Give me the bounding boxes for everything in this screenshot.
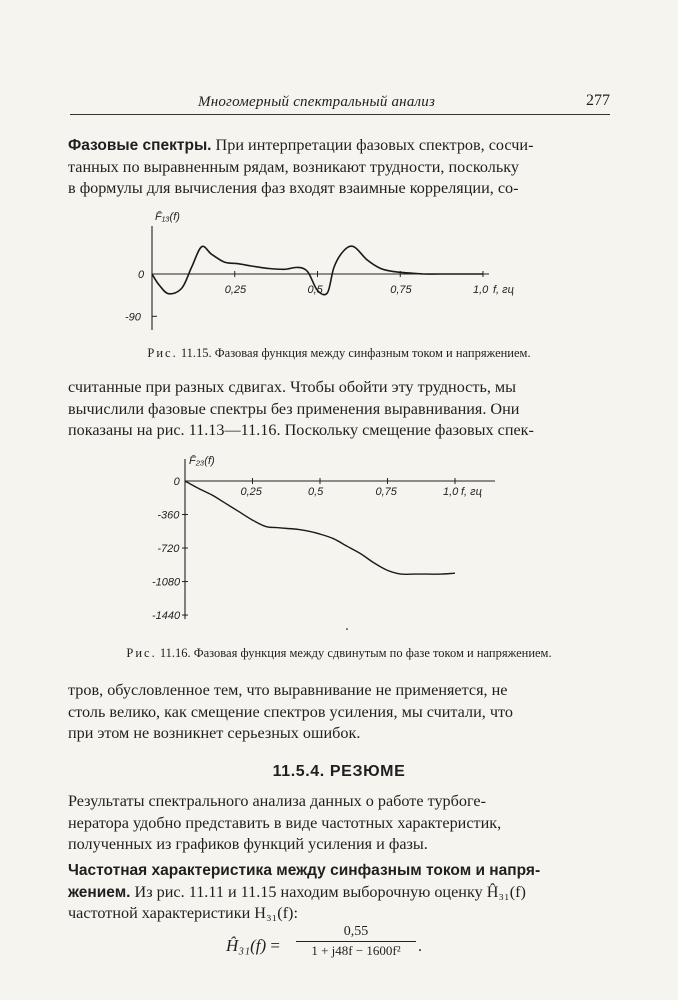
caption-prefix: Рис. [126, 646, 157, 660]
text-line: полученных из графиков функций усиления и фазы. [68, 835, 428, 853]
formula-lhs-text: Ĥ₃₁(f) [226, 936, 267, 955]
paragraph-phase-spectra [68, 135, 606, 200]
text-line: Из рис. 11.11 и 11.15 находим выборочную оценку Ĥ₃₁(f) [134, 882, 526, 901]
x-tick-label: 0,75 [390, 284, 412, 296]
paragraph-lead: Фазовые спектры. [68, 137, 212, 154]
text-line: при этом не возникнет серьезных ошибок. [68, 724, 361, 742]
text-line: Результаты спектрального анализа данных о работе турбоге- [68, 792, 486, 810]
formula-fraction [296, 924, 416, 959]
scan-speck [346, 628, 348, 630]
caption-prefix: Рис. [147, 346, 178, 360]
formula-numerator: 0,55 [296, 924, 416, 942]
text-line: При интерпретации фазовых спектров, сосчи- [215, 136, 534, 154]
text-line: в формулы для вычисления фаз входят взаимные корреляции, со- [68, 179, 519, 197]
x-tick-label: 0,25 [240, 486, 262, 498]
text-line: показаны на рис. 11.13—11.16. Поскольку смещение фазовых спек- [68, 421, 534, 439]
running-title: Многомерный спектральный анализ [198, 94, 436, 110]
y-tick-label: -720 [157, 543, 180, 556]
y-tick-label: 0 [173, 476, 180, 488]
y-axis-label: F̄₂₃(f) [189, 455, 215, 467]
phase-chart-11-16 [0, 455, 678, 630]
x-tick-label: 0,5 [307, 284, 323, 296]
text-line: частотной характеристики H₃₁(f): [68, 904, 298, 922]
y-axis-label: F̄₁₃(f) [155, 211, 180, 223]
page-number: 277 [586, 92, 610, 109]
caption-text: 11.16. Фазовая функция между сдвинутым по фазе током и напряжением. [159, 646, 552, 660]
figure-caption-11-15 [0, 346, 678, 361]
formula-equals: = [270, 936, 280, 955]
x-axis-unit: f, гц [493, 284, 514, 296]
formula-lhs [226, 936, 280, 956]
formula-end: . [418, 938, 422, 955]
paragraph-summary [68, 791, 606, 856]
x-tick-label: 0,75 [375, 486, 397, 498]
y-tick-label: -1080 [152, 576, 181, 589]
y-tick-label: -360 [157, 509, 180, 522]
page-header [70, 92, 610, 115]
text-line: столь велико, как смещение спектров усиления, мы считали, что [68, 702, 513, 721]
x-axis-unit: f, гц [461, 486, 482, 498]
section-heading: 11.5.4. РЕЗЮМЕ [272, 763, 406, 780]
figure-caption-11-16 [0, 646, 678, 661]
y-tick-label: -1440 [152, 610, 181, 623]
x-tick-label: 0,25 [224, 284, 247, 296]
text-line: нератора удобно представить в виде частотных характеристик, [68, 813, 502, 832]
paragraph-offset [68, 680, 606, 745]
x-tick-label: 1,0 [473, 284, 489, 296]
paragraph-lead: жением. [68, 883, 131, 901]
text-line: тров, обусловленное тем, что выравнивание не применяется, не [68, 681, 508, 699]
paragraph-continuation [68, 377, 606, 442]
text-line: вычислили фазовые спектры без применения выравнивания. Они [68, 399, 520, 418]
y-tick-label: -90 [125, 311, 141, 324]
formula-denominator: 1 + j48f − 1600f² [311, 943, 401, 958]
x-tick-label: 1,0 [443, 486, 459, 498]
text-line: считанные при разных сдвигах. Чтобы обойти эту трудность, мы [68, 378, 517, 396]
y-tick-label: 0 [138, 269, 145, 281]
x-tick-label: 0,5 [308, 486, 324, 498]
formula-h31 [0, 924, 678, 984]
paragraph-lead: Частотная характеристика между синфазным током и напря- [68, 862, 541, 879]
text-line: танных по выравненным рядам, возникают трудности, поскольку [68, 157, 519, 176]
paragraph-frequency-response [68, 860, 606, 925]
caption-text: 11.15. Фазовая функция между синфазным током и напряжением. [180, 346, 531, 360]
phase-chart-11-15 [0, 208, 678, 338]
